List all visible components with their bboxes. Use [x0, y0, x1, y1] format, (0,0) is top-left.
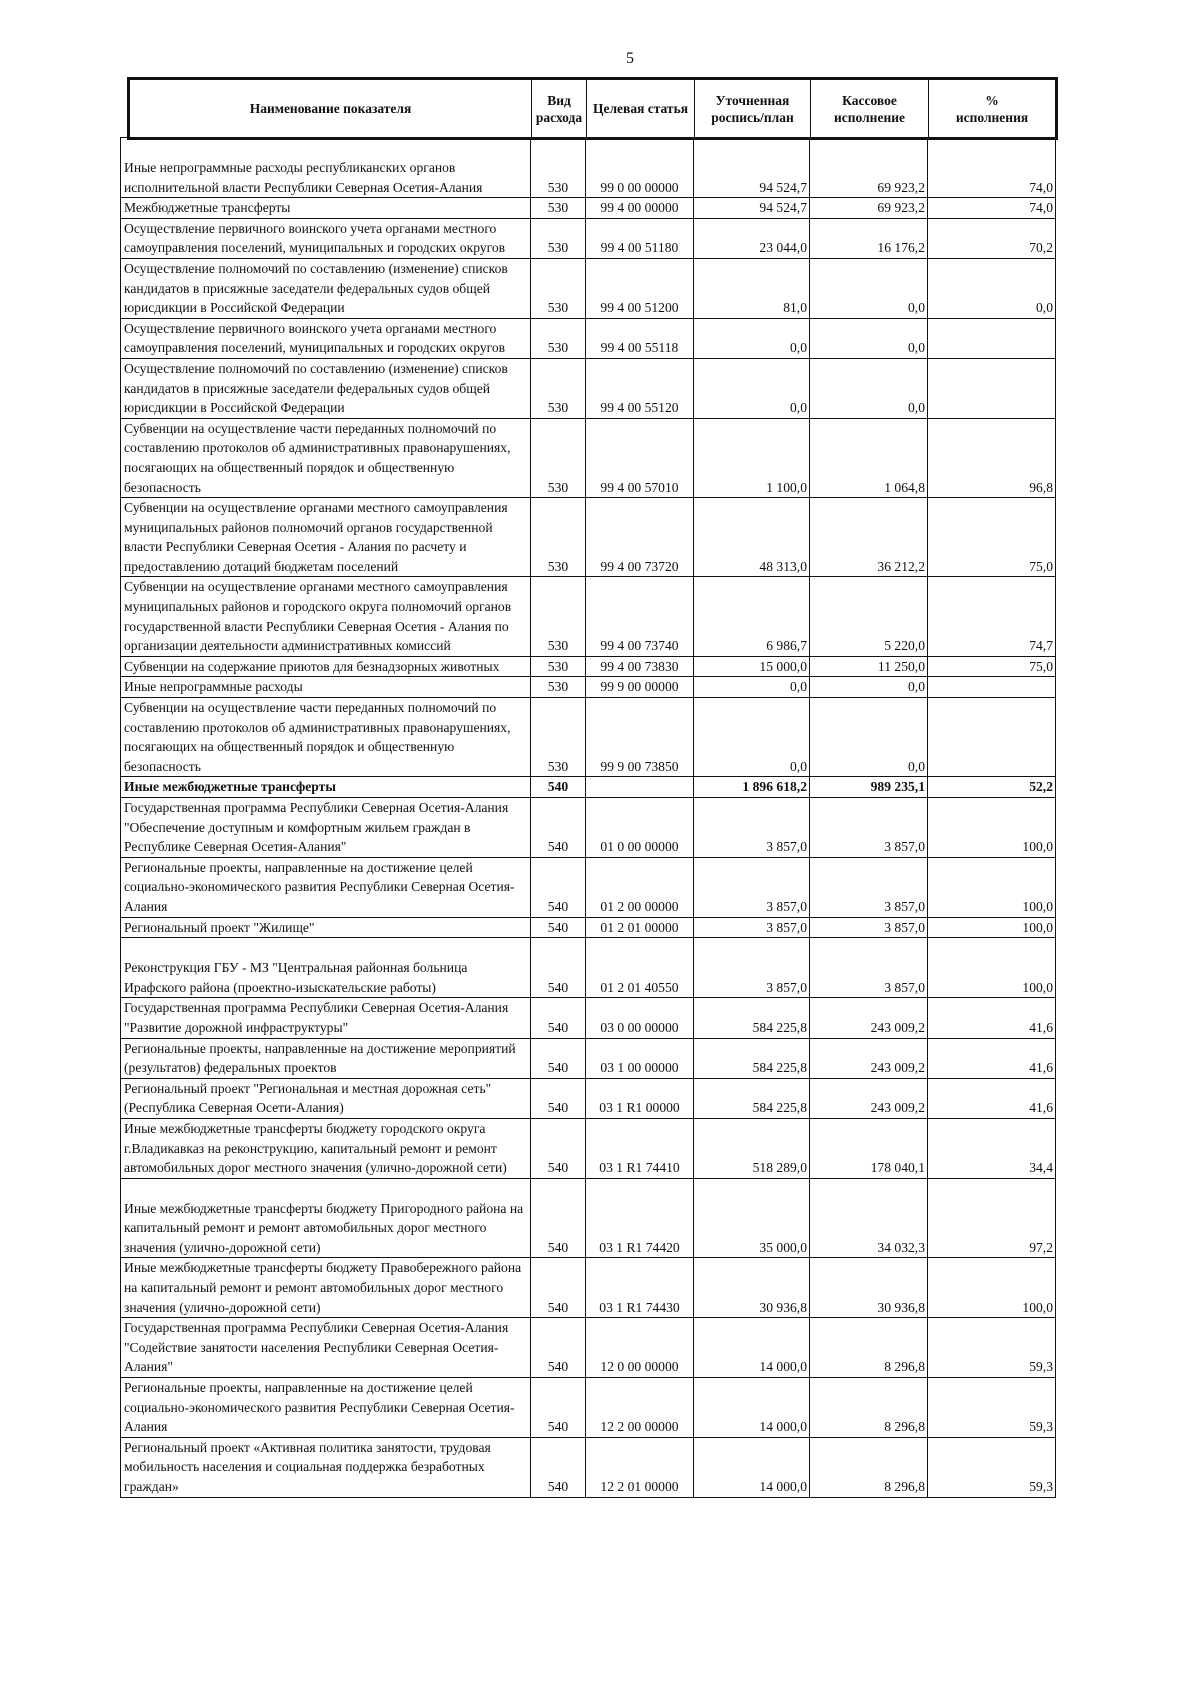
cell-cash: 989 235,1 — [810, 777, 928, 798]
header-article: Целевая статья — [587, 79, 695, 139]
cell-vid: 540 — [531, 938, 586, 998]
cell-cash: 243 009,2 — [810, 1078, 928, 1118]
cell-vid: 530 — [531, 498, 586, 577]
table-row — [121, 1437, 1056, 1497]
table-row — [121, 1078, 1056, 1118]
cell-plan: 3 857,0 — [694, 917, 810, 938]
cell-article: 01 2 00 00000 — [586, 857, 694, 917]
table-row — [121, 677, 1056, 698]
header-name: Наименование показателя — [129, 79, 532, 139]
cell-plan: 23 044,0 — [694, 218, 810, 258]
cell-pct: 34,4 — [928, 1118, 1056, 1178]
cell-plan: 14 000,0 — [694, 1437, 810, 1497]
cell-cash: 0,0 — [810, 318, 928, 358]
cell-name: Реконструкция ГБУ - МЗ "Центральная районная больница Ирафского района (проектно-изыскательские работы) — [121, 938, 531, 998]
cell-pct — [928, 318, 1056, 358]
cell-plan: 30 936,8 — [694, 1258, 810, 1318]
cell-pct: 96,8 — [928, 418, 1056, 497]
table-row — [121, 857, 1056, 917]
cell-article: 99 4 00 55118 — [586, 318, 694, 358]
cell-article: 99 9 00 73850 — [586, 698, 694, 777]
cell-pct: 100,0 — [928, 798, 1056, 858]
cell-pct: 41,6 — [928, 1038, 1056, 1078]
cell-pct: 100,0 — [928, 857, 1056, 917]
header-pct: % исполнения — [929, 79, 1057, 139]
cell-name: Региональный проект «Активная политика занятости, трудовая мобильность населения и социальная поддержка безработных граждан» — [121, 1437, 531, 1497]
cell-pct: 59,3 — [928, 1378, 1056, 1438]
cell-plan: 94 524,7 — [694, 138, 810, 198]
cell-article: 03 1 R1 00000 — [586, 1078, 694, 1118]
cell-name: Иные межбюджетные трансферты бюджету городского округа г.Владикавказ на реконструкцию, капитальный ремонт и ремонт автомобильных дорог местного значения (улично-дорожной сети) — [121, 1118, 531, 1178]
cell-name: Региональные проекты, направленные на достижение целей социально-экономического развития Республики Северная Осетия-Алания — [121, 1378, 531, 1438]
table-row — [121, 1178, 1056, 1258]
cell-vid: 530 — [531, 138, 586, 198]
cell-cash: 178 040,1 — [810, 1118, 928, 1178]
cell-name: Субвенции на содержание приютов для безнадзорных животных — [121, 656, 531, 677]
table-row — [121, 698, 1056, 777]
cell-pct: 41,6 — [928, 1078, 1056, 1118]
cell-cash: 69 923,2 — [810, 198, 928, 219]
table-row — [121, 656, 1056, 677]
cell-article: 99 4 00 73830 — [586, 656, 694, 677]
cell-cash: 0,0 — [810, 677, 928, 698]
cell-pct — [928, 358, 1056, 418]
cell-vid: 530 — [531, 218, 586, 258]
cell-name: Государственная программа Республики Северная Осетия-Алания "Содействие занятости населения Республики Северная Осетия-Алания" — [121, 1318, 531, 1378]
cell-plan: 1 100,0 — [694, 418, 810, 497]
cell-name: Иные непрограммные расходы — [121, 677, 531, 698]
cell-pct: 74,7 — [928, 577, 1056, 656]
cell-cash: 8 296,8 — [810, 1437, 928, 1497]
table-row — [121, 358, 1056, 418]
cell-name: Осуществление полномочий по составлению (изменение) списков кандидатов в присяжные заседатели федеральных судов общей юрисдикции в Российской Федерации — [121, 258, 531, 318]
table-row — [121, 418, 1056, 497]
cell-pct — [928, 698, 1056, 777]
table-row — [121, 938, 1056, 998]
table-row — [121, 198, 1056, 219]
cell-article: 01 0 00 00000 — [586, 798, 694, 858]
cell-plan: 3 857,0 — [694, 938, 810, 998]
cell-name: Иные межбюджетные трансферты — [121, 777, 531, 798]
table-row — [121, 318, 1056, 358]
cell-cash: 1 064,8 — [810, 418, 928, 497]
data-table — [120, 137, 1056, 1498]
cell-plan: 584 225,8 — [694, 998, 810, 1038]
cell-vid: 530 — [531, 577, 586, 656]
cell-pct: 74,0 — [928, 198, 1056, 219]
cell-article: 12 2 00 00000 — [586, 1378, 694, 1438]
cell-cash: 8 296,8 — [810, 1318, 928, 1378]
cell-vid: 540 — [531, 1078, 586, 1118]
cell-name: Региональные проекты, направленные на достижение целей социально-экономического развития Республики Северная Осетия-Алания — [121, 857, 531, 917]
cell-pct: 100,0 — [928, 938, 1056, 998]
cell-article: 03 0 00 00000 — [586, 998, 694, 1038]
cell-article: 99 4 00 73720 — [586, 498, 694, 577]
table-row — [121, 218, 1056, 258]
cell-vid: 540 — [531, 1378, 586, 1438]
cell-pct: 70,2 — [928, 218, 1056, 258]
cell-article: 99 4 00 57010 — [586, 418, 694, 497]
cell-plan: 518 289,0 — [694, 1118, 810, 1178]
cell-name: Субвенции на осуществление части переданных полномочий по составлению протоколов об административных правонарушениях, посягающих на общественный порядок и общественную безопасность — [121, 418, 531, 497]
table-row — [121, 1118, 1056, 1178]
cell-plan: 15 000,0 — [694, 656, 810, 677]
cell-article: 99 0 00 00000 — [586, 138, 694, 198]
cell-name: Осуществление первичного воинского учета органами местного самоуправления поселений, муниципальных и городских округов — [121, 218, 531, 258]
cell-pct: 75,0 — [928, 498, 1056, 577]
cell-plan: 1 896 618,2 — [694, 777, 810, 798]
cell-vid: 540 — [531, 798, 586, 858]
cell-vid: 530 — [531, 198, 586, 219]
cell-cash: 243 009,2 — [810, 1038, 928, 1078]
cell-name: Государственная программа Республики Северная Осетия-Алания "Развитие дорожной инфраструктуры" — [121, 998, 531, 1038]
cell-plan: 584 225,8 — [694, 1078, 810, 1118]
cell-cash: 16 176,2 — [810, 218, 928, 258]
cell-plan: 0,0 — [694, 677, 810, 698]
cell-vid: 530 — [531, 698, 586, 777]
cell-name: Иные непрограммные расходы республиканских органов исполнительной власти Республики Северная Осетия-Алания — [121, 138, 531, 198]
cell-pct: 59,3 — [928, 1437, 1056, 1497]
table-row — [121, 1378, 1056, 1438]
cell-cash: 3 857,0 — [810, 798, 928, 858]
cell-plan: 6 986,7 — [694, 577, 810, 656]
cell-name: Субвенции на осуществление органами местного самоуправления муниципальных районов полномочий органов государственной власти Республики Северная Осетия - Алания по расчету и предоставлению дотаций бюджетам поселений — [121, 498, 531, 577]
table-row — [121, 998, 1056, 1038]
table-row — [121, 498, 1056, 577]
cell-cash: 69 923,2 — [810, 138, 928, 198]
cell-cash: 36 212,2 — [810, 498, 928, 577]
cell-name: Субвенции на осуществление органами местного самоуправления муниципальных районов и городского округа полномочий органов государственной власти Республики Северная Осетия - Алания по организации деятельности административных комиссий — [121, 577, 531, 656]
cell-vid: 540 — [531, 1258, 586, 1318]
cell-name: Региональные проекты, направленные на достижение мероприятий (результатов) федеральных проектов — [121, 1038, 531, 1078]
cell-name: Межбюджетные трансферты — [121, 198, 531, 219]
table-row — [121, 917, 1056, 938]
cell-pct: 75,0 — [928, 656, 1056, 677]
cell-cash: 5 220,0 — [810, 577, 928, 656]
cell-vid: 530 — [531, 418, 586, 497]
cell-vid: 540 — [531, 1178, 586, 1258]
header-cash: Кассовое исполнение — [811, 79, 929, 139]
cell-plan: 584 225,8 — [694, 1038, 810, 1078]
cell-article: 99 4 00 00000 — [586, 198, 694, 219]
cell-vid: 530 — [531, 258, 586, 318]
cell-name: Региональный проект "Региональная и местная дорожная сеть" (Республика Северная Осети-Алания) — [121, 1078, 531, 1118]
cell-vid: 540 — [531, 1118, 586, 1178]
table-row — [121, 258, 1056, 318]
cell-article: 99 4 00 51180 — [586, 218, 694, 258]
cell-plan: 0,0 — [694, 318, 810, 358]
cell-vid: 540 — [531, 917, 586, 938]
header-plan: Уточненная роспись/план — [695, 79, 811, 139]
cell-article: 12 0 00 00000 — [586, 1318, 694, 1378]
cell-cash: 3 857,0 — [810, 857, 928, 917]
cell-plan: 3 857,0 — [694, 798, 810, 858]
table-row — [121, 777, 1056, 798]
cell-vid: 530 — [531, 677, 586, 698]
table-row — [121, 138, 1056, 198]
cell-pct: 100,0 — [928, 917, 1056, 938]
cell-cash: 0,0 — [810, 698, 928, 777]
cell-vid: 540 — [531, 1318, 586, 1378]
cell-plan: 94 524,7 — [694, 198, 810, 219]
cell-cash: 3 857,0 — [810, 938, 928, 998]
table-row — [121, 577, 1056, 656]
cell-article: 99 4 00 55120 — [586, 358, 694, 418]
cell-name: Субвенции на осуществление части переданных полномочий по составлению протоколов об административных правонарушениях, посягающих на общественный порядок и общественную безопасность — [121, 698, 531, 777]
cell-name: Иные межбюджетные трансферты бюджету Пригородного района на капитальный ремонт и ремонт автомобильных дорог местного значения (улично-дорожной сети) — [121, 1178, 531, 1258]
table-row — [121, 1258, 1056, 1318]
cell-article: 03 1 R1 74410 — [586, 1118, 694, 1178]
cell-cash: 8 296,8 — [810, 1378, 928, 1438]
cell-plan: 0,0 — [694, 698, 810, 777]
cell-article: 03 1 R1 74420 — [586, 1178, 694, 1258]
cell-plan: 14 000,0 — [694, 1318, 810, 1378]
cell-vid: 540 — [531, 998, 586, 1038]
header-vid: Вид расхода — [532, 79, 587, 139]
cell-vid: 540 — [531, 857, 586, 917]
cell-pct: 41,6 — [928, 998, 1056, 1038]
cell-cash: 3 857,0 — [810, 917, 928, 938]
cell-cash: 11 250,0 — [810, 656, 928, 677]
cell-article: 03 1 00 00000 — [586, 1038, 694, 1078]
cell-name: Осуществление первичного воинского учета органами местного самоуправления поселений, муниципальных и городских округов — [121, 318, 531, 358]
table-header — [127, 77, 1058, 140]
cell-pct: 100,0 — [928, 1258, 1056, 1318]
table-row — [121, 1038, 1056, 1078]
cell-name: Иные межбюджетные трансферты бюджету Правобережного района на капитальный ремонт и ремонт автомобильных дорог местного значения (улично-дорожной сети) — [121, 1258, 531, 1318]
cell-cash: 243 009,2 — [810, 998, 928, 1038]
cell-article: 99 4 00 73740 — [586, 577, 694, 656]
cell-cash: 34 032,3 — [810, 1178, 928, 1258]
table-row — [121, 1318, 1056, 1378]
cell-vid: 540 — [531, 777, 586, 798]
cell-cash: 0,0 — [810, 258, 928, 318]
cell-article: 12 2 01 00000 — [586, 1437, 694, 1497]
cell-plan: 14 000,0 — [694, 1378, 810, 1438]
cell-plan: 35 000,0 — [694, 1178, 810, 1258]
cell-vid: 530 — [531, 656, 586, 677]
table-row — [121, 798, 1056, 858]
cell-plan: 48 313,0 — [694, 498, 810, 577]
cell-article — [586, 777, 694, 798]
cell-vid: 530 — [531, 358, 586, 418]
cell-pct: 0,0 — [928, 258, 1056, 318]
cell-name: Осуществление полномочий по составлению (изменение) списков кандидатов в присяжные заседатели федеральных судов общей юрисдикции в Российской Федерации — [121, 358, 531, 418]
cell-vid: 540 — [531, 1437, 586, 1497]
cell-pct: 59,3 — [928, 1318, 1056, 1378]
cell-cash: 30 936,8 — [810, 1258, 928, 1318]
cell-plan: 81,0 — [694, 258, 810, 318]
cell-article: 99 9 00 00000 — [586, 677, 694, 698]
cell-article: 99 4 00 51200 — [586, 258, 694, 318]
cell-article: 01 2 01 40550 — [586, 938, 694, 998]
cell-pct: 52,2 — [928, 777, 1056, 798]
page-number: 5 — [626, 50, 634, 67]
cell-article: 01 2 01 00000 — [586, 917, 694, 938]
cell-vid: 530 — [531, 318, 586, 358]
cell-name: Государственная программа Республики Северная Осетия-Алания "Обеспечение доступным и комфортным жильем граждан в Республике Северная Осетия-Алания" — [121, 798, 531, 858]
cell-cash: 0,0 — [810, 358, 928, 418]
cell-name: Региональный проект "Жилище" — [121, 917, 531, 938]
cell-pct: 74,0 — [928, 138, 1056, 198]
cell-article: 03 1 R1 74430 — [586, 1258, 694, 1318]
cell-pct — [928, 677, 1056, 698]
cell-plan: 0,0 — [694, 358, 810, 418]
cell-plan: 3 857,0 — [694, 857, 810, 917]
cell-pct: 97,2 — [928, 1178, 1056, 1258]
cell-vid: 540 — [531, 1038, 586, 1078]
